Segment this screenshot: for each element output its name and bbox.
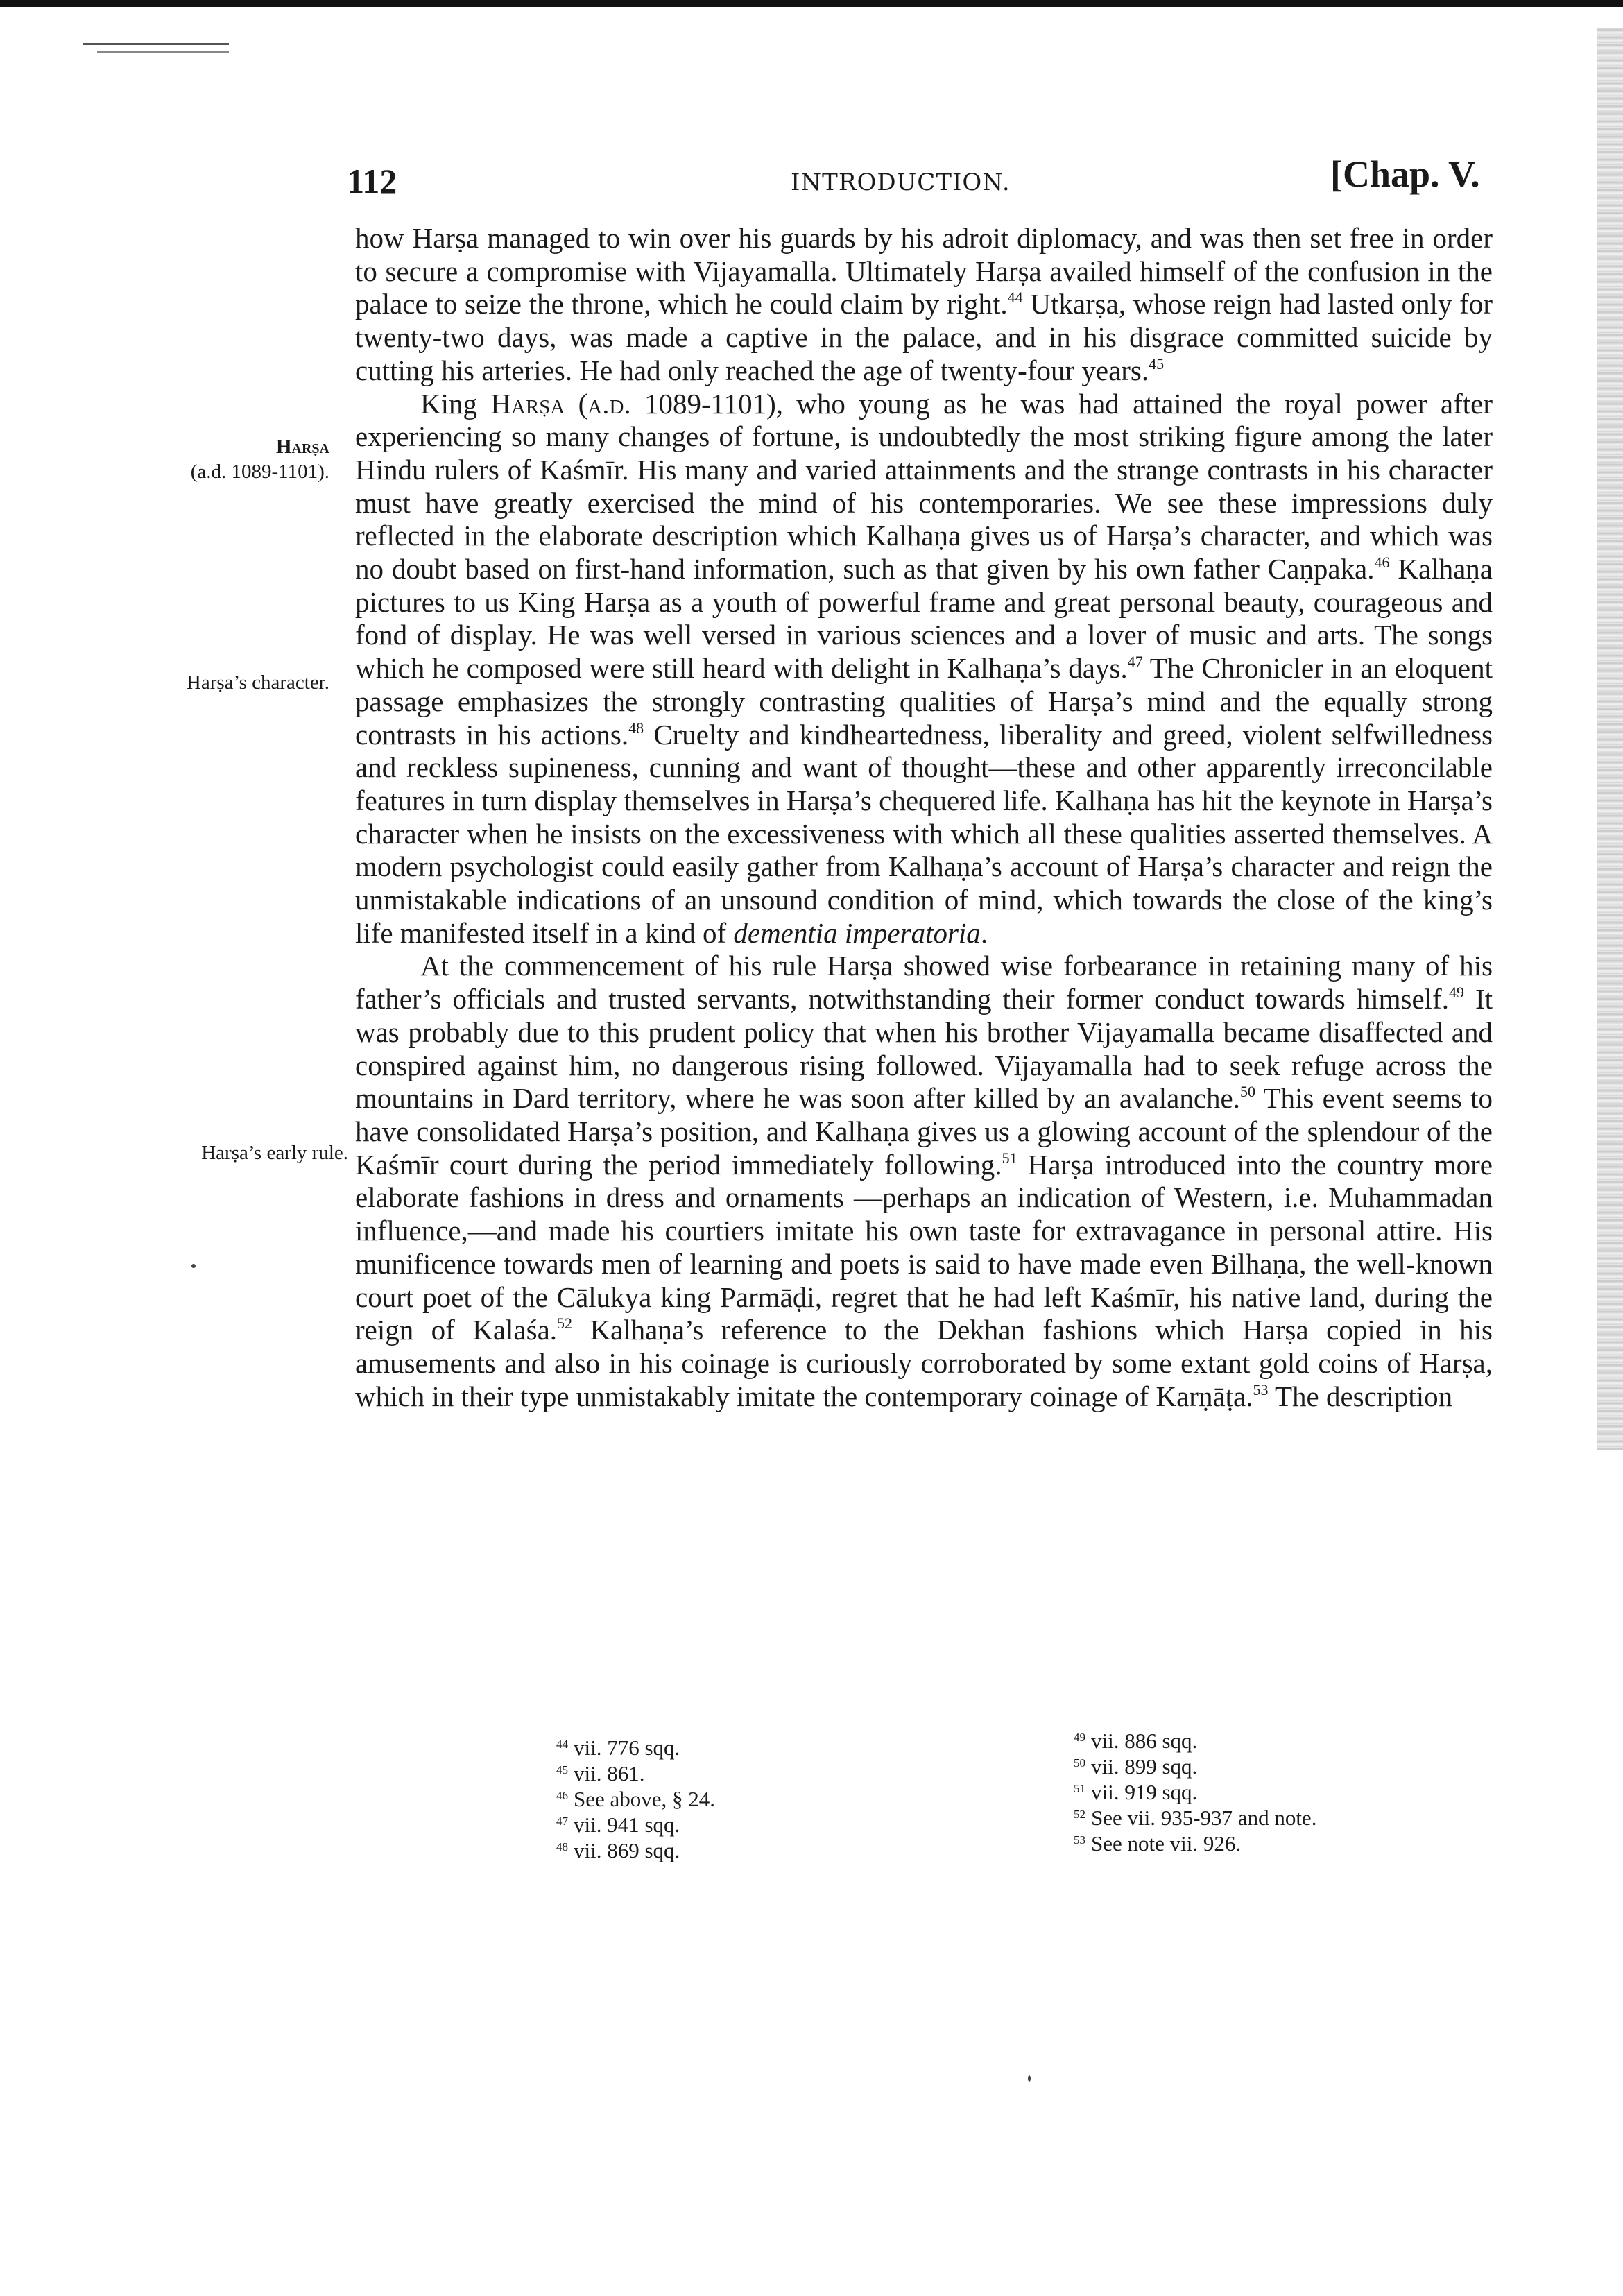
footnote-ref: 44 [1007, 289, 1023, 307]
text-run: how Harṣa managed to win over his guards by his adroit diplomacy, and was then set free in order to secure a compromise with Vijayamalla. Ultimately Harṣa availed himself of the confusion in the palace to seize the throne, which he could claim by right. [355, 222, 1493, 320]
italic-phrase: dementia imperatoria [733, 916, 981, 949]
footnote-ref: 52 [557, 1314, 573, 1333]
footnote-ref: 51 [1002, 1149, 1017, 1167]
footnote [1074, 1805, 1316, 1831]
margin-note-title: Harṣa [275, 436, 329, 458]
footnote-ref: 48 [628, 719, 644, 737]
paragraph-3 [355, 950, 1493, 1413]
scan-speck [191, 1264, 196, 1268]
scan-top-edge [0, 0, 1623, 7]
footnote [556, 1812, 715, 1837]
text-run: At the commencement of his rule Harṣa showed wise forbearance in retaining many of his father’s officials and trusted servants, notwithstanding their former conduct towards himself. [355, 950, 1493, 1016]
king-name: Harṣa [490, 387, 565, 420]
footnote-text: vii. 869 sqq. [574, 1838, 680, 1862]
body-text [355, 222, 1493, 1413]
scan-right-edge [1597, 28, 1623, 1450]
running-head: INTRODUCTION. [791, 169, 1011, 196]
footnote-number: 53 [1074, 1833, 1085, 1847]
text-run: Kalhaṇa’s reference to the Dekhan fashions which Harṣa copied in his amusements and also in his coinage is curiously corroborated by some extant gold coins of Harṣa, which in their type unmistakably imitate the contemporary coinage of Karṇāṭa. [355, 1314, 1493, 1412]
footnote [556, 1735, 715, 1760]
text-run: . [980, 916, 988, 949]
footnote-text: vii. 941 sqq. [574, 1813, 680, 1837]
footnote-number: 50 [1074, 1756, 1085, 1770]
text-run: Utkarṣa, whose reign had lasted only for twenty-two days, was made a captive in the palace, and in his disgrace committed suicide by cutting his arteries. He had only reached the age of twenty-four years. [355, 288, 1493, 386]
footnote [1074, 1779, 1316, 1805]
margin-note-early-rule: Harṣa’s early rule. [201, 1142, 348, 1164]
margin-note-character: Harṣa’s character. [186, 671, 329, 694]
text-run: The Chronicler in an eloquent passage emphasizes the strongly contrasting qualities of Harṣa’s mind and the equally strong contrasts in his actions. [355, 652, 1493, 751]
page-number: 112 [347, 162, 397, 200]
margin-note-harsa [104, 434, 329, 484]
footnote-number: 47 [556, 1815, 568, 1828]
footnotes-right [1074, 1728, 1316, 1856]
text-run: 1089-1101), who young as he was had attained the royal power after experiencing so many changes of fortune, is undoubtedly the most striking figure among the later Hindu rulers of Kaśmīr. His many and varied attainments and the strange contrasts in his character must have greatly exercised the mind of his contemporaries. We see these impressions duly reflected in the elaborate description which Kalhaṇa gives us of Harṣa’s character, and which was no doubt based on first-hand information, such as that given by his own father Caṇpaka. [355, 387, 1493, 585]
paragraph-1 [355, 222, 1493, 388]
footnote-text: See note vii. 926. [1091, 1831, 1242, 1856]
footnote-number: 46 [556, 1789, 568, 1802]
era-abbrev: a.d. [587, 387, 631, 420]
text-run: The description [1268, 1380, 1453, 1412]
footnote-text: vii. 919 sqq. [1091, 1780, 1198, 1804]
footnote-text: vii. 776 sqq. [574, 1736, 680, 1760]
footnote-number: 48 [556, 1840, 568, 1853]
footnote [1074, 1754, 1316, 1779]
footnote-ref: 49 [1448, 984, 1464, 1002]
footnote-text: vii. 886 sqq. [1091, 1729, 1198, 1753]
paragraph-2 [355, 388, 1493, 950]
footnote-ref: 53 [1253, 1380, 1269, 1398]
scan-rule [83, 43, 229, 45]
text-run: Cruelty and kindheartedness, liberality and greed, violent selfwilledness and reckless supineness, cunning and want of thought—these and other apparently irreconcilable features in turn display themselves in Harṣa’s chequered life. Kalhaṇa has hit the keynote in Harṣa’s character when he insists on the excessiveness with which all these qualities asserted themselves. A modern psychologist could easily gather from Kalhaṇa’s account of Harṣa’s character and reign the unmistakable indications of an unsound condition of mind, which towards the close of the king’s life manifested itself in a kind of [355, 718, 1493, 949]
text-run: Kalhaṇa pictures to us King Harṣa as a youth of powerful frame and great personal beauty, courageous and fond of display. He was well versed in various sciences and a lover of music and arts. The songs which he composed were still heard with delight in Kalhaṇa’s days. [355, 553, 1493, 685]
footnote [556, 1786, 715, 1812]
footnote-ref: 47 [1127, 653, 1143, 671]
scan-rule [97, 51, 229, 53]
footnote-text: vii. 899 sqq. [1091, 1754, 1198, 1779]
footnote [1074, 1831, 1316, 1856]
footnote-number: 52 [1074, 1808, 1085, 1821]
text-run: It was probably due to this prudent policy that when his brother Vijayamalla became disaffected and conspired against him, no dangerous rising followed. Vijayamalla had to seek refuge across the mountains in Dard territory, where he was soon after killed by an avalanche. [355, 983, 1493, 1115]
footnote-ref: 45 [1149, 354, 1165, 372]
footnote-text: vii. 861. [574, 1761, 645, 1785]
scan-speck [1028, 2075, 1031, 2082]
footnote [556, 1837, 715, 1863]
footnote-ref: 46 [1374, 554, 1390, 572]
footnote-text: See vii. 935-937 and note. [1091, 1806, 1317, 1830]
footnote-number: 49 [1074, 1731, 1085, 1744]
margin-note-dates: (a.d. 1089-1101). [190, 461, 329, 483]
text-run: ( [565, 387, 588, 420]
footnote-ref: 50 [1239, 1083, 1255, 1101]
footnote [556, 1760, 715, 1786]
text-run: King [420, 387, 491, 420]
footnote [1074, 1728, 1316, 1754]
footnotes-left [556, 1735, 715, 1863]
text-run: This event seems to have consolidated Harṣa’s position, and Kalhaṇa gives us a glowing account of the splendour of the Kaśmīr court during the period immediately following. [355, 1082, 1493, 1181]
footnote-text: See above, § 24. [574, 1787, 716, 1811]
footnote-number: 44 [556, 1738, 568, 1751]
text-run: Harṣa introduced into the country more elaborate fashions in dress and ornaments —perhaps an indication of Western, i.e. Muhammadan influence,—and made his courtiers imitate his own taste for extravagance in personal attire. His munificence towards men of learning and poets is said to have made even Bilhaṇa, the well-known court poet of the Cālukya king Parmāḍi, regret that he had left Kaśmīr, his native land, during the reign of Kalaśa. [355, 1148, 1493, 1346]
chapter-label: [Chap. V. [1330, 153, 1480, 195]
footnote-number: 45 [556, 1763, 568, 1776]
footnote-number: 51 [1074, 1782, 1085, 1795]
